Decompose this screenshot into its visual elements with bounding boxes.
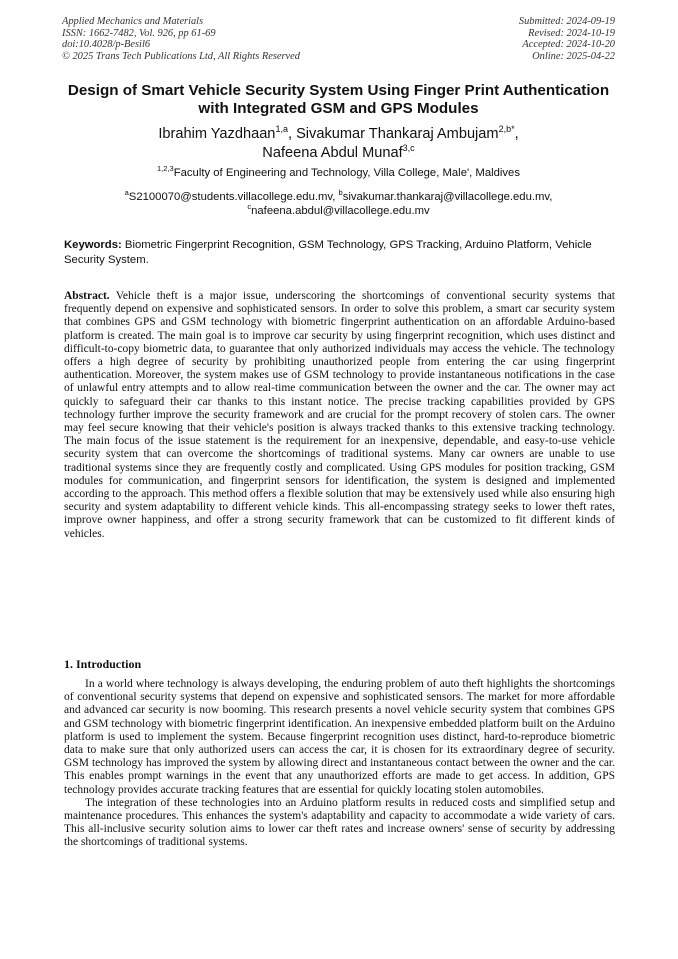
journal-name: Applied Mechanics and Materials <box>62 16 204 27</box>
keywords <box>64 238 614 267</box>
abstract-label: Abstract. <box>64 290 110 302</box>
accepted-date: Accepted: 2024-10-20 <box>522 39 615 51</box>
email-link[interactable]: sivakumar.thankaraj@villacollege.edu.mv, <box>342 191 553 203</box>
author-name: Nafeena Abdul Munaf <box>262 145 403 161</box>
submitted-date: Submitted: 2024-09-19 <box>518 16 615 27</box>
paragraph: The integration of these technologies into an Arduino platform results in reduced costs and simplified setup and maintenance procedures. This enhances the system's adaptability and capacity to accommodate a wide variety of cars. This all-inclusive security solution aims to lower car theft rates and increase owners' sense of security by addressing the shortcomings of traditional systems. <box>64 796 615 849</box>
author-affil-mark: 3,c <box>402 143 415 154</box>
author-list <box>62 125 615 163</box>
email-link[interactable]: S2100070@students.villacollege.edu.mv, <box>128 191 339 203</box>
email-link[interactable]: nafeena.abdul@villacollege.edu.mv <box>251 205 430 217</box>
author-separator: , <box>514 126 519 142</box>
email-mark: b <box>338 188 343 198</box>
keywords-label: Keywords: <box>64 239 122 251</box>
doi-line: doi:10.4028/p-Besil6 <box>62 39 151 51</box>
journal-info <box>62 16 300 62</box>
issn-line: ISSN: 1662-7482, Vol. 926, pp 61-69 <box>62 27 216 39</box>
keywords-text: Biometric Fingerprint Recognition, GSM Technology, GPS Tracking, Arduino Platform, Vehicle Security System. <box>64 239 592 266</box>
author-separator: , <box>287 126 297 142</box>
email-mark: a <box>124 188 129 198</box>
affiliation-text: Faculty of Engineering and Technology, Villa College, Male', Maldives <box>173 167 520 179</box>
author-name: Sivakumar Thankaraj Ambujam <box>296 126 499 142</box>
paper-title: Design of Smart Vehicle Security System Using Finger Print Authentication with Integrated GSM and GPS Modules <box>67 82 610 117</box>
introduction-body <box>64 678 615 850</box>
section-heading-introduction: 1. Introduction <box>64 657 142 671</box>
abstract-text: Vehicle theft is a major issue, underscoring the shortcomings of conventional security systems that frequently depend on expensive and sophisticated sensors. In order to solve this problem, a smart car security system that combines GPS and GSM technology with biometric fingerprint authentication on an affordable Arduino-based platform is created. The main goal is to improve car security by using fingerprint recognition, which uses distinct and difficult-to-copy biometric data, to guarantee that only authorized individuals may access the vehicle. The technology offers a high degree of security by prohibiting unauthorized people from entering the car using fingerprint authentication. Moreover, the system makes use of GSM technology to provide instantaneous notifications in the case of unlawful entry attempts and to allow real-time communication between the owner and the car. The owner may act quickly to safeguard their car thanks to this instant notice. The precise tracking capabilities provided by GPS technology further improve the security framework and are crucial for the prompt recovery of stolen cars. The owner may feel secure knowing that their vehicle's position is always tracked thanks to this extensive tracking technology. The main focus of the issue statement is the requirement for an inexpensive, dependable, and easy-to-use vehicle security system that can overcome the shortcomings of traditional systems. Many car owners are unable to use traditional systems since they are frequently costly and complicated. Using GPS modules for position tracking, GSM modules for communication, and fingerprint sensors for identification, the system is designed and implemented according to the approach. This method offers a flexible solution that may be extensively used while also ensuring high security and system adaptability to different vehicle kinds. This all-encompassing strategy seeks to lower theft rates, improve owner happiness, and offer a strong security framework that can be customized to fit different kinds of vehicles. <box>64 290 615 540</box>
revised-date: Revised: 2024-10-19 <box>528 27 615 39</box>
publication-dates <box>519 16 615 62</box>
affiliation <box>62 166 615 180</box>
email-mark: c <box>247 202 252 212</box>
abstract <box>64 290 615 541</box>
affiliation-mark: 1,2,3 <box>157 164 174 174</box>
online-date: Online: 2025-04-22 <box>532 50 615 62</box>
author-affil-mark: 2,b* <box>498 124 515 135</box>
author-name: Ibrahim Yazdhaan <box>158 126 276 142</box>
copyright-line: © 2025 Trans Tech Publications Ltd, All Rights Reserved <box>62 50 300 62</box>
author-affil-mark: 1,a <box>275 124 288 135</box>
paragraph: In a world where technology is always developing, the enduring problem of auto theft highlights the shortcomings of conventional security systems that depend on expensive and sophisticated sensors. The market for more affordable and advanced car security is now booming. This research presents a novel vehicle security system that combines GPS and GSM technology with biometric fingerprint identification. An inexpensive embedded platform built on the Arduino platform is used to implement the system. Because fingerprint recognition uses distinct, hard-to-reproduce biometric data to make sure that only authorized users can access the car, it is chosen for its extraordinary degree of security. GSM technology has improved the system by allowing direct and instantaneous contact between the owner and the car. This enables prompt warnings in the event that any unauthorized efforts are made to get access. In addition, GPS technology provides accurate tracking features that are essential for quickly locating stolen automobiles. <box>64 678 615 796</box>
email-list <box>62 190 615 218</box>
